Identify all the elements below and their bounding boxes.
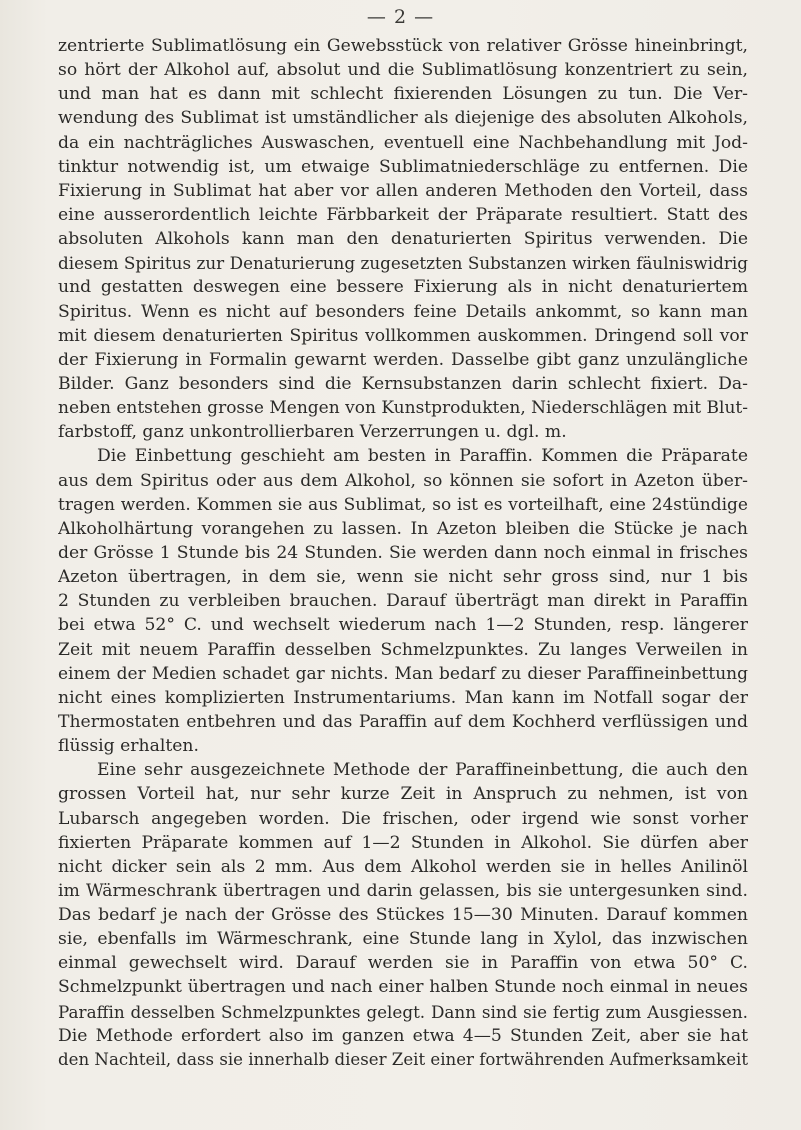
text-line: im Wärmeschrank übertragen und darin gelassen, bis sie untergesunken sind. [58,880,748,901]
text-line: aus dem Spiritus oder aus dem Alkohol, so können sie sofort in Azeton über- [58,470,748,491]
text-line: Paraffin desselben Schmelzpunktes gelegt. Dann sind sie fertig zum Ausgiessen. [58,1001,748,1022]
text-line: Spiritus. Wenn es nicht auf besonders feine Details ankommt, so kann man [58,301,748,322]
text-line: 2 Stunden zu verbleiben brauchen. Darauf überträgt man direkt in Paraffin [58,591,748,612]
text-line: diesem Spiritus zur Denaturierung zugesetzten Substanzen wirken fäulniswidrig [58,253,748,274]
text-line: absoluten Alkohols kann man den denaturierten Spiritus verwenden. Die [58,229,748,250]
page-number: — 2 — [366,6,435,28]
text-line: Fixierung in Sublimat hat aber vor allen anderen Methoden den Vorteil, dass [58,180,748,201]
text-line: Zeit mit neuem Paraffin desselben Schmelzpunktes. Zu langes Verweilen in [58,639,748,660]
text-line: Thermostaten entbehren und das Paraffin auf dem Kochherd verflüssigen und [58,711,748,732]
text-line: Lubarsch angegeben worden. Die frischen, oder irgend wie sonst vorher [58,808,748,829]
text-line: neben entstehen grosse Mengen von Kunstprodukten, Niederschlägen mit Blut- [58,398,748,419]
text-line: Eine sehr ausgezeichnete Methode der Paraffineinbettung, die auch den [97,760,748,781]
text-line: der Fixierung in Formalin gewarnt werden. Dasselbe gibt ganz unzulängliche [58,349,748,370]
text-line: eine ausserordentlich leichte Färbbarkeit der Präparate resultiert. Statt des [58,204,748,225]
body-text [58,34,748,1072]
text-line: der Grösse 1 Stunde bis 24 Stunden. Sie werden dann noch einmal in frisches [58,542,748,563]
text-line: fixierten Präparate kommen auf 1—2 Stunden in Alkohol. Sie dürfen aber [58,832,748,853]
text-line: Bilder. Ganz besonders sind die Kernsubstanzen darin schlecht fixiert. Da- [58,373,748,394]
text-line: nicht eines komplizierten Instrumentariums. Man kann im Notfall sogar der [58,687,748,708]
text-line: Das bedarf je nach der Grösse des Stückes 15—30 Minuten. Darauf kommen [58,905,748,926]
text-line: flüssig erhalten. [58,736,199,757]
text-line: da ein nachträgliches Auswaschen, eventuell eine Nachbehandlung mit Jod- [58,132,748,153]
text-line: nicht dicker sein als 2 mm. Aus dem Alkohol werden sie in helles Anilinöl [58,856,748,877]
text-line: Alkoholhärtung vorangehen zu lassen. In Azeton bleiben die Stücke je nach [58,518,748,539]
text-line: den Nachteil, dass sie innerhalb dieser Zeit einer fortwährenden Aufmerksamkeit [58,1049,748,1069]
text-line: zentrierte Sublimatlösung ein Gewebsstück von relativer Grösse hineinbringt, [58,36,748,56]
text-line: tragen werden. Kommen sie aus Sublimat, so ist es vorteilhaft, eine 24stündige [58,494,748,515]
text-line: einmal gewechselt wird. Darauf werden sie in Paraffin von etwa 50° C. [58,953,748,974]
text-line: farbstoff, ganz unkontrollierbaren Verzerrungen u. dgl. m. [58,422,567,443]
text-line: einem der Medien schadet gar nichts. Man bedarf zu dieser Paraffineinbettung [58,663,748,684]
text-line: Azeton übertragen, in dem sie, wenn sie nicht sehr gross sind, nur 1 bis [58,567,748,588]
text-line: und gestatten deswegen eine bessere Fixierung als in nicht denaturiertem [58,277,748,298]
text-line: sie, ebenfalls im Wärmeschrank, eine Stunde lang in Xylol, das inzwischen [58,929,748,950]
text-line: tinktur notwendig ist, um etwaige Sublimatniederschläge zu entfernen. Die [58,156,748,177]
text-line: wendung des Sublimat ist umständlicher als diejenige des absoluten Alkohols, [58,108,748,129]
text-line: grossen Vorteil hat, nur sehr kurze Zeit in Anspruch zu nehmen, ist von [58,784,748,805]
text-line: so hört der Alkohol auf, absolut und die Sublimatlösung konzentriert zu sein, [58,60,748,81]
text-line: und man hat es dann mit schlecht fixierenden Lösungen zu tun. Die Ver- [58,84,748,105]
text-line: Die Einbettung geschieht am besten in Paraffin. Kommen die Präparate [97,446,748,467]
text-line: mit diesem denaturierten Spiritus vollkommen auskommen. Dringend soll vor [58,325,748,346]
text-line: Die Methode erfordert also im ganzen etwa 4—5 Stunden Zeit, aber sie hat [58,1025,748,1046]
text-line: Schmelzpunkt übertragen und nach einer halben Stunde noch einmal in neues [58,977,748,998]
text-line: bei etwa 52° C. und wechselt wiederum nach 1—2 Stunden, resp. längerer [58,615,748,636]
